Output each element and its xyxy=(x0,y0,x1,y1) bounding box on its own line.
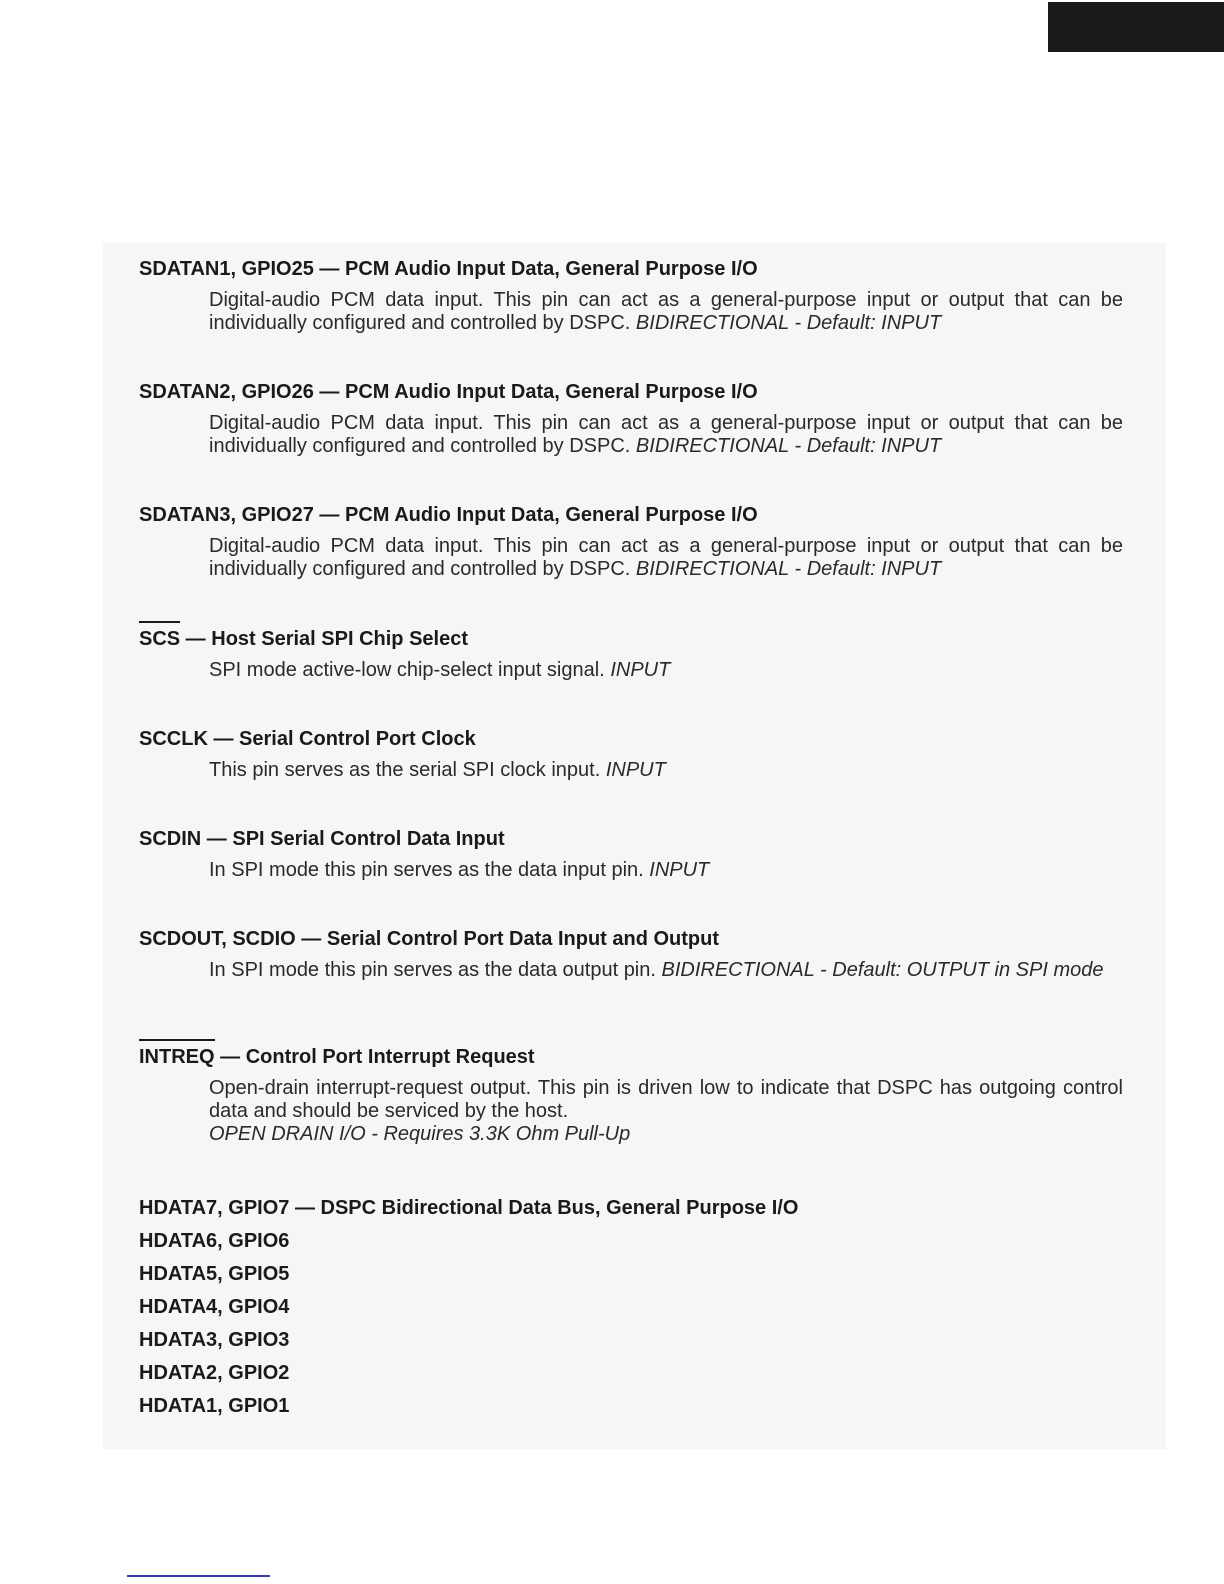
pin-description xyxy=(209,289,1123,335)
pin-entry-scdout xyxy=(139,927,1123,982)
heading-separator: — xyxy=(295,928,327,950)
pin-title: PCM Audio Input Data, General Purpose I/O xyxy=(344,381,758,403)
hdata-pin: HDATA6, GPIO6 xyxy=(139,1230,290,1252)
pin-names: SDATAN3, GPIO27 xyxy=(139,504,314,526)
pin-description xyxy=(209,959,1123,982)
pin-title: PCM Audio Input Data, General Purpose I/O xyxy=(344,504,758,526)
page-tab-marker xyxy=(1048,2,1224,52)
pin-direction: INPUT xyxy=(605,759,666,781)
hdata-pin: HDATA2, GPIO2 xyxy=(139,1362,290,1384)
pin-title: SPI Serial Control Data Input xyxy=(232,828,505,850)
pin-direction: BIDIRECTIONAL - Default: OUTPUT in SPI mode xyxy=(661,959,1104,981)
pin-entry-sdatan2 xyxy=(139,380,1123,458)
pin-heading xyxy=(139,380,1123,404)
hdata-pin: HDATA3, GPIO3 xyxy=(139,1329,290,1351)
pin-entry-intreq xyxy=(139,1045,1123,1146)
pin-description xyxy=(209,412,1123,458)
pin-names: SDATAN2, GPIO26 xyxy=(139,381,314,403)
pin-heading xyxy=(139,503,1123,527)
pin-names: SCCLK xyxy=(139,728,208,750)
description-text: In SPI mode this pin serves as the data output pin. xyxy=(209,959,656,981)
pin-direction: BIDIRECTIONAL - Default: INPUT xyxy=(635,312,942,334)
pin-names: SDATAN1, GPIO25 xyxy=(139,258,314,280)
heading-separator: — xyxy=(313,381,345,403)
heading-separator: — xyxy=(201,828,233,850)
description-text: Digital-audio PCM data input. This pin can act as a general-purpose input or output that can be individually configured and controlled by DSPC. xyxy=(209,289,1123,334)
pin-heading xyxy=(139,1045,1123,1069)
pin-heading xyxy=(139,727,1123,751)
description-text: Digital-audio PCM data input. This pin can act as a general-purpose input or output that can be individually configured and controlled by DSPC. xyxy=(209,412,1123,457)
description-text: In SPI mode this pin serves as the data input pin. xyxy=(209,859,644,881)
pin-title: PCM Audio Input Data, General Purpose I/O xyxy=(344,258,758,280)
pin-heading xyxy=(139,827,1123,851)
heading-separator: — xyxy=(313,258,345,280)
pin-direction: INPUT xyxy=(610,659,671,681)
hdata-pin: HDATA4, GPIO4 xyxy=(139,1296,290,1318)
description-text: This pin serves as the serial SPI clock input. xyxy=(209,759,601,781)
description-text: SPI mode active-low chip-select input signal. xyxy=(209,659,605,681)
pin-entry-sdatan1 xyxy=(139,257,1123,335)
heading-separator: — xyxy=(180,628,212,650)
hdata-pin: HDATA5, GPIO5 xyxy=(139,1263,290,1285)
pin-description xyxy=(209,659,1123,682)
pin-heading xyxy=(139,627,1123,651)
pin-entry-scdin xyxy=(139,827,1123,882)
heading-separator: — xyxy=(313,504,345,526)
pin-entry-scs xyxy=(139,627,1123,682)
pin-names-active-low: INTREQ xyxy=(139,1046,215,1068)
pin-entry-scclk xyxy=(139,727,1123,782)
pin-entry-sdatan3 xyxy=(139,503,1123,581)
description-text: Digital-audio PCM data input. This pin can act as a general-purpose input or output that can be individually configured and controlled by DSPC. xyxy=(209,535,1123,580)
pin-title: Serial Control Port Clock xyxy=(239,728,476,750)
pin-title: Serial Control Port Data Input and Output xyxy=(326,928,720,950)
pin-title: Host Serial SPI Chip Select xyxy=(211,628,468,650)
pin-description xyxy=(209,535,1123,581)
pin-direction: BIDIRECTIONAL - Default: INPUT xyxy=(635,435,942,457)
pin-description xyxy=(209,1077,1123,1146)
hdata-heading: HDATA7, GPIO7 — DSPC Bidirectional Data Bus, General Purpose I/O xyxy=(139,1197,799,1219)
pin-description xyxy=(209,759,1123,782)
pin-heading xyxy=(139,257,1123,281)
footnote-rule xyxy=(127,1575,270,1577)
pin-names: SCDOUT, SCDIO xyxy=(139,928,296,950)
pin-title: Control Port Interrupt Request xyxy=(245,1046,535,1068)
pin-direction: BIDIRECTIONAL - Default: INPUT xyxy=(635,558,942,580)
heading-separator: — xyxy=(207,728,240,750)
pin-description xyxy=(209,859,1123,882)
hdata-pin: HDATA1, GPIO1 xyxy=(139,1395,290,1417)
pin-names: SCDIN xyxy=(139,828,202,850)
heading-separator: — xyxy=(214,1046,246,1068)
hdata-pin-list xyxy=(139,1196,1123,1427)
pin-direction: OPEN DRAIN I/O - Requires 3.3K Ohm Pull-Up xyxy=(209,1123,631,1145)
pin-direction: INPUT xyxy=(649,859,710,881)
pin-names-active-low: SCS xyxy=(139,628,181,650)
description-text: Open-drain interrupt-request output. This pin is driven low to indicate that DSPC has outgoing control data and should be serviced by the host. xyxy=(209,1077,1123,1122)
pin-heading xyxy=(139,927,1123,951)
